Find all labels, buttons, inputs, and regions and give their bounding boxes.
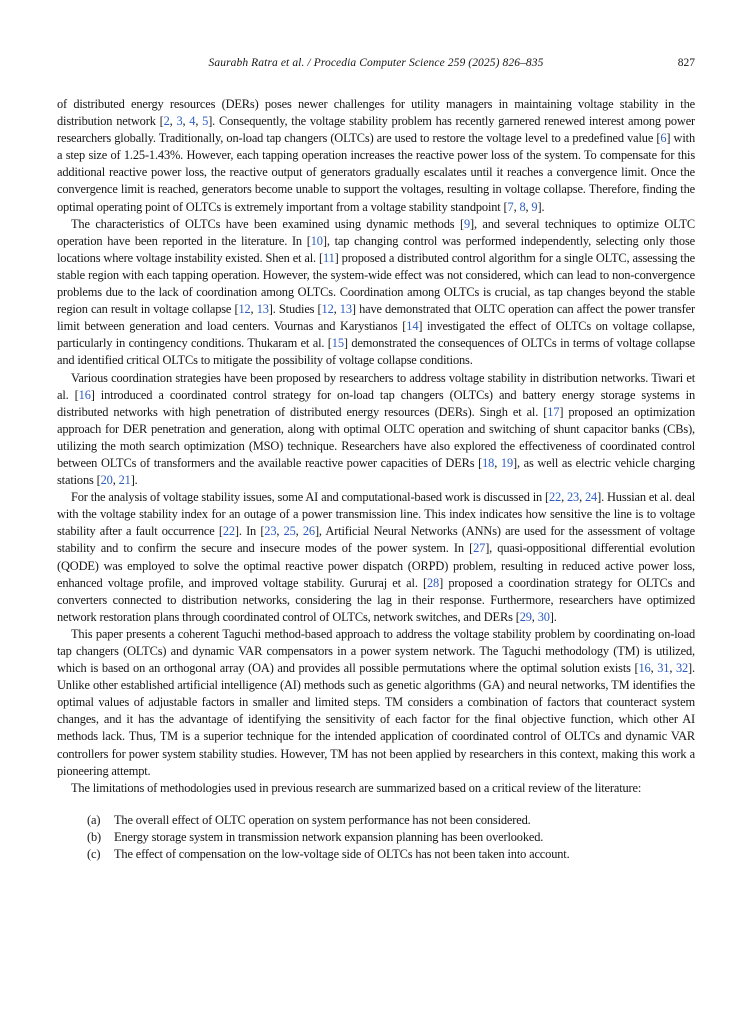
citation-link[interactable]: 15 — [331, 336, 344, 351]
page-number: 827 — [677, 57, 695, 69]
citation-link[interactable]: 6 — [660, 131, 667, 146]
citation-link[interactable]: 31 — [657, 661, 670, 676]
citation-link[interactable]: 25 — [283, 524, 296, 539]
list-item — [87, 846, 695, 863]
limitations-list — [57, 812, 695, 863]
citation-link[interactable]: 14 — [406, 319, 419, 334]
citation-link[interactable]: 20 — [100, 473, 113, 488]
paragraph-taguchi-approach: This paper presents a coherent Taguchi method-based approach to address the voltage stability problem by coordinating on-load tap changers (OLTCs) and dynamic VAR compensators in a power system network. The Taguchi methodology (TM) is utilized, which is based on an orthogonal array (OA) and provides all possible permutations where the optimal solution exists [16, 31, 32]. Unlike other established artificial intelligence (AI) methods such as genetic algorithms (GA) and neural networks, TM identifies the optimal values of adjustable factors in smaller and limited steps. TM considers a combination of factors that counteract system changes, and it has the advantage of identifying the sensitivity of each factor for the final objective function, which other AI methods lack. Thus, TM is a superior technique for the intended application of coordinated control of OLTCs and dynamic VAR controllers for power system stability studies. However, TM has not been applied by researchers in this context, making this work a pioneering attempt. — [57, 626, 695, 778]
citation-link[interactable]: 26 — [302, 524, 315, 539]
list-item — [87, 829, 695, 846]
list-item-label: (a) — [87, 812, 101, 827]
citation-link[interactable]: 22 — [548, 490, 562, 505]
citation-link[interactable]: 12 — [238, 302, 251, 317]
citation-link[interactable]: 11 — [323, 250, 335, 265]
list-item — [87, 812, 695, 829]
citation-link[interactable]: 4 — [189, 114, 196, 129]
paragraph-intro-continuation: of distributed energy resources (DERs) poses newer challenges for utility managers in maintaining voltage stability in the distribution network [2, 3, 4, 5]. Consequently, the voltage stability problem has recently garnered renewed interest among power researchers globally. Traditionally, on-load tap changers (OLTCs) are used to restore the voltage level to a predefined value [6] with a step size of 1.25-1.43%. However, each tapping operation increases the reactive power loss of the system. To compensate for this additional reactive power loss, the reactive output of generators gradually escalates until it reaches a convergence limit. Once the convergence limit is reached, generators become unable to support the voltages, resulting in voltage collapse. Therefore, finding the optimal operating point of OLTCs is extremely important from a voltage stability standpoint [7, 8, 9]. — [57, 97, 696, 214]
running-title: Saurabh Ratra et al. / Procedia Computer Science 259 (2025) 826–835 — [208, 57, 544, 69]
citation-link[interactable]: 29 — [519, 609, 532, 624]
citation-link[interactable]: 23 — [264, 524, 277, 539]
citation-link[interactable]: 10 — [310, 233, 323, 248]
citation-link[interactable]: 8 — [519, 199, 526, 214]
citation-link[interactable]: 13 — [339, 302, 352, 317]
citation-link[interactable]: 18 — [482, 455, 495, 470]
citation-link[interactable]: 32 — [675, 661, 689, 676]
list-item-label: (c) — [87, 847, 101, 862]
citation-link[interactable]: 27 — [473, 541, 486, 556]
list-item-text: The effect of compensation on the low-voltage side of OLTCs has not been taken into account. — [114, 847, 570, 862]
list-item-text: Energy storage system in transmission network expansion planning has been overlooked. — [114, 829, 544, 844]
citation-link[interactable]: 22 — [222, 524, 235, 539]
citation-link[interactable]: 28 — [427, 575, 440, 590]
citation-link[interactable]: 7 — [507, 199, 514, 214]
citation-link[interactable]: 16 — [78, 387, 91, 402]
citation-link[interactable]: 5 — [202, 114, 209, 129]
citation-link[interactable]: 19 — [500, 455, 514, 470]
paragraph-limitations-intro: The limitations of methodologies used in previous research are summarized based on a critical review of the literature: — [71, 780, 642, 795]
list-item-label: (b) — [87, 829, 101, 844]
citation-link[interactable]: 13 — [256, 302, 269, 317]
citation-link[interactable]: 21 — [118, 473, 131, 488]
citation-link[interactable]: 23 — [567, 490, 580, 505]
citation-link[interactable]: 16 — [638, 661, 651, 676]
citation-link[interactable]: 3 — [176, 114, 183, 129]
citation-link[interactable]: 9 — [531, 199, 538, 214]
citation-link[interactable]: 2 — [163, 114, 170, 129]
citation-link[interactable]: 30 — [537, 609, 550, 624]
citation-link[interactable]: 9 — [463, 216, 470, 231]
list-item-text: The overall effect of OLTC operation on system performance has not been considered. — [114, 812, 531, 827]
paragraph-oltc-characteristics: The characteristics of OLTCs have been examined using dynamic methods [9], and several techniques to optimize OLTC operation have been reported in the literature. In [10], tap changing control was performed independently, selecting only those locations where voltage instability existed. Shen et al. [11] proposed a distributed control algorithm for a single OLTC, assessing the stable region with each tapping operation. However, the system-wide effect was not considered, which can lead to non-convergence problems due to the lack of coordination among OLTCs. Coordination among OLTCs is crucial, as tap changes beyond the stable region can result in voltage collapse [12, 13]. Studies [12, 13] have demonstrated that OLTC operation can affect the power transfer limit between generation and load centers. Vournas and Karystianos [14] investigated the effect of OLTCs on voltage collapse, particularly in contingency conditions. Thukaram et al. [15] demonstrated the consequences of OLTCs in terms of voltage collapse and identified critical OLTCs to mitigate the possibility of voltage collapse conditions. — [57, 216, 696, 368]
paragraph-ai-analysis: For the analysis of voltage stability issues, some AI and computational-based work is discussed in [22, 23, 24]. Hussian et al. deal with the voltage stability index for an outage of a power transmission line. This index indicates how sensitive the line is to voltage stability after a fault occurrence [22]. In [23, 25, 26], Artificial Neural Networks (ANNs) are used for the assessment of voltage stability and to confirm the secure and insecure modes of the power system. In [27], quasi-oppositional differential evolution (QODE) was employed to solve the optimal reactive power dispatch (ORPD) problem, resulting in reduced active power loss, enhanced voltage profile, and improved voltage stability. Gururaj et al. [28] proposed a coordination strategy for OLTCs and converters connected to distribution networks, considering the lag in their response. Furthermore, researchers have optimized network restoration plans through coordinated control of OLTCs, network switches, and DERs [29, 30]. — [57, 490, 696, 624]
paragraph-coordination-strategies: Various coordination strategies have been proposed by researchers to address voltage stability in distribution networks. Tiwari et al. [16] introduced a coordinated control strategy for on-load tap changers (OLTCs) and battery energy storage systems in distributed networks with high penetration of distributed energy resources (DERs). Singh et al. [17] proposed an optimization approach for DER penetration and generation, along with optimal OLTC operation and switching of shunt capacitor banks (CBs), utilizing the moth search optimization (MSO) technique. Researchers have also explored the effectiveness of coordinated control between OLTCs of transformers and the available reactive power capacities of DERs [18, 19], as well as electric vehicle charging stations [20, 21]. — [57, 370, 695, 488]
citation-link[interactable]: 12 — [321, 302, 334, 317]
page-header — [57, 57, 695, 73]
article-body — [57, 96, 695, 863]
citation-link[interactable]: 24 — [585, 490, 598, 505]
citation-link[interactable]: 17 — [547, 404, 560, 419]
